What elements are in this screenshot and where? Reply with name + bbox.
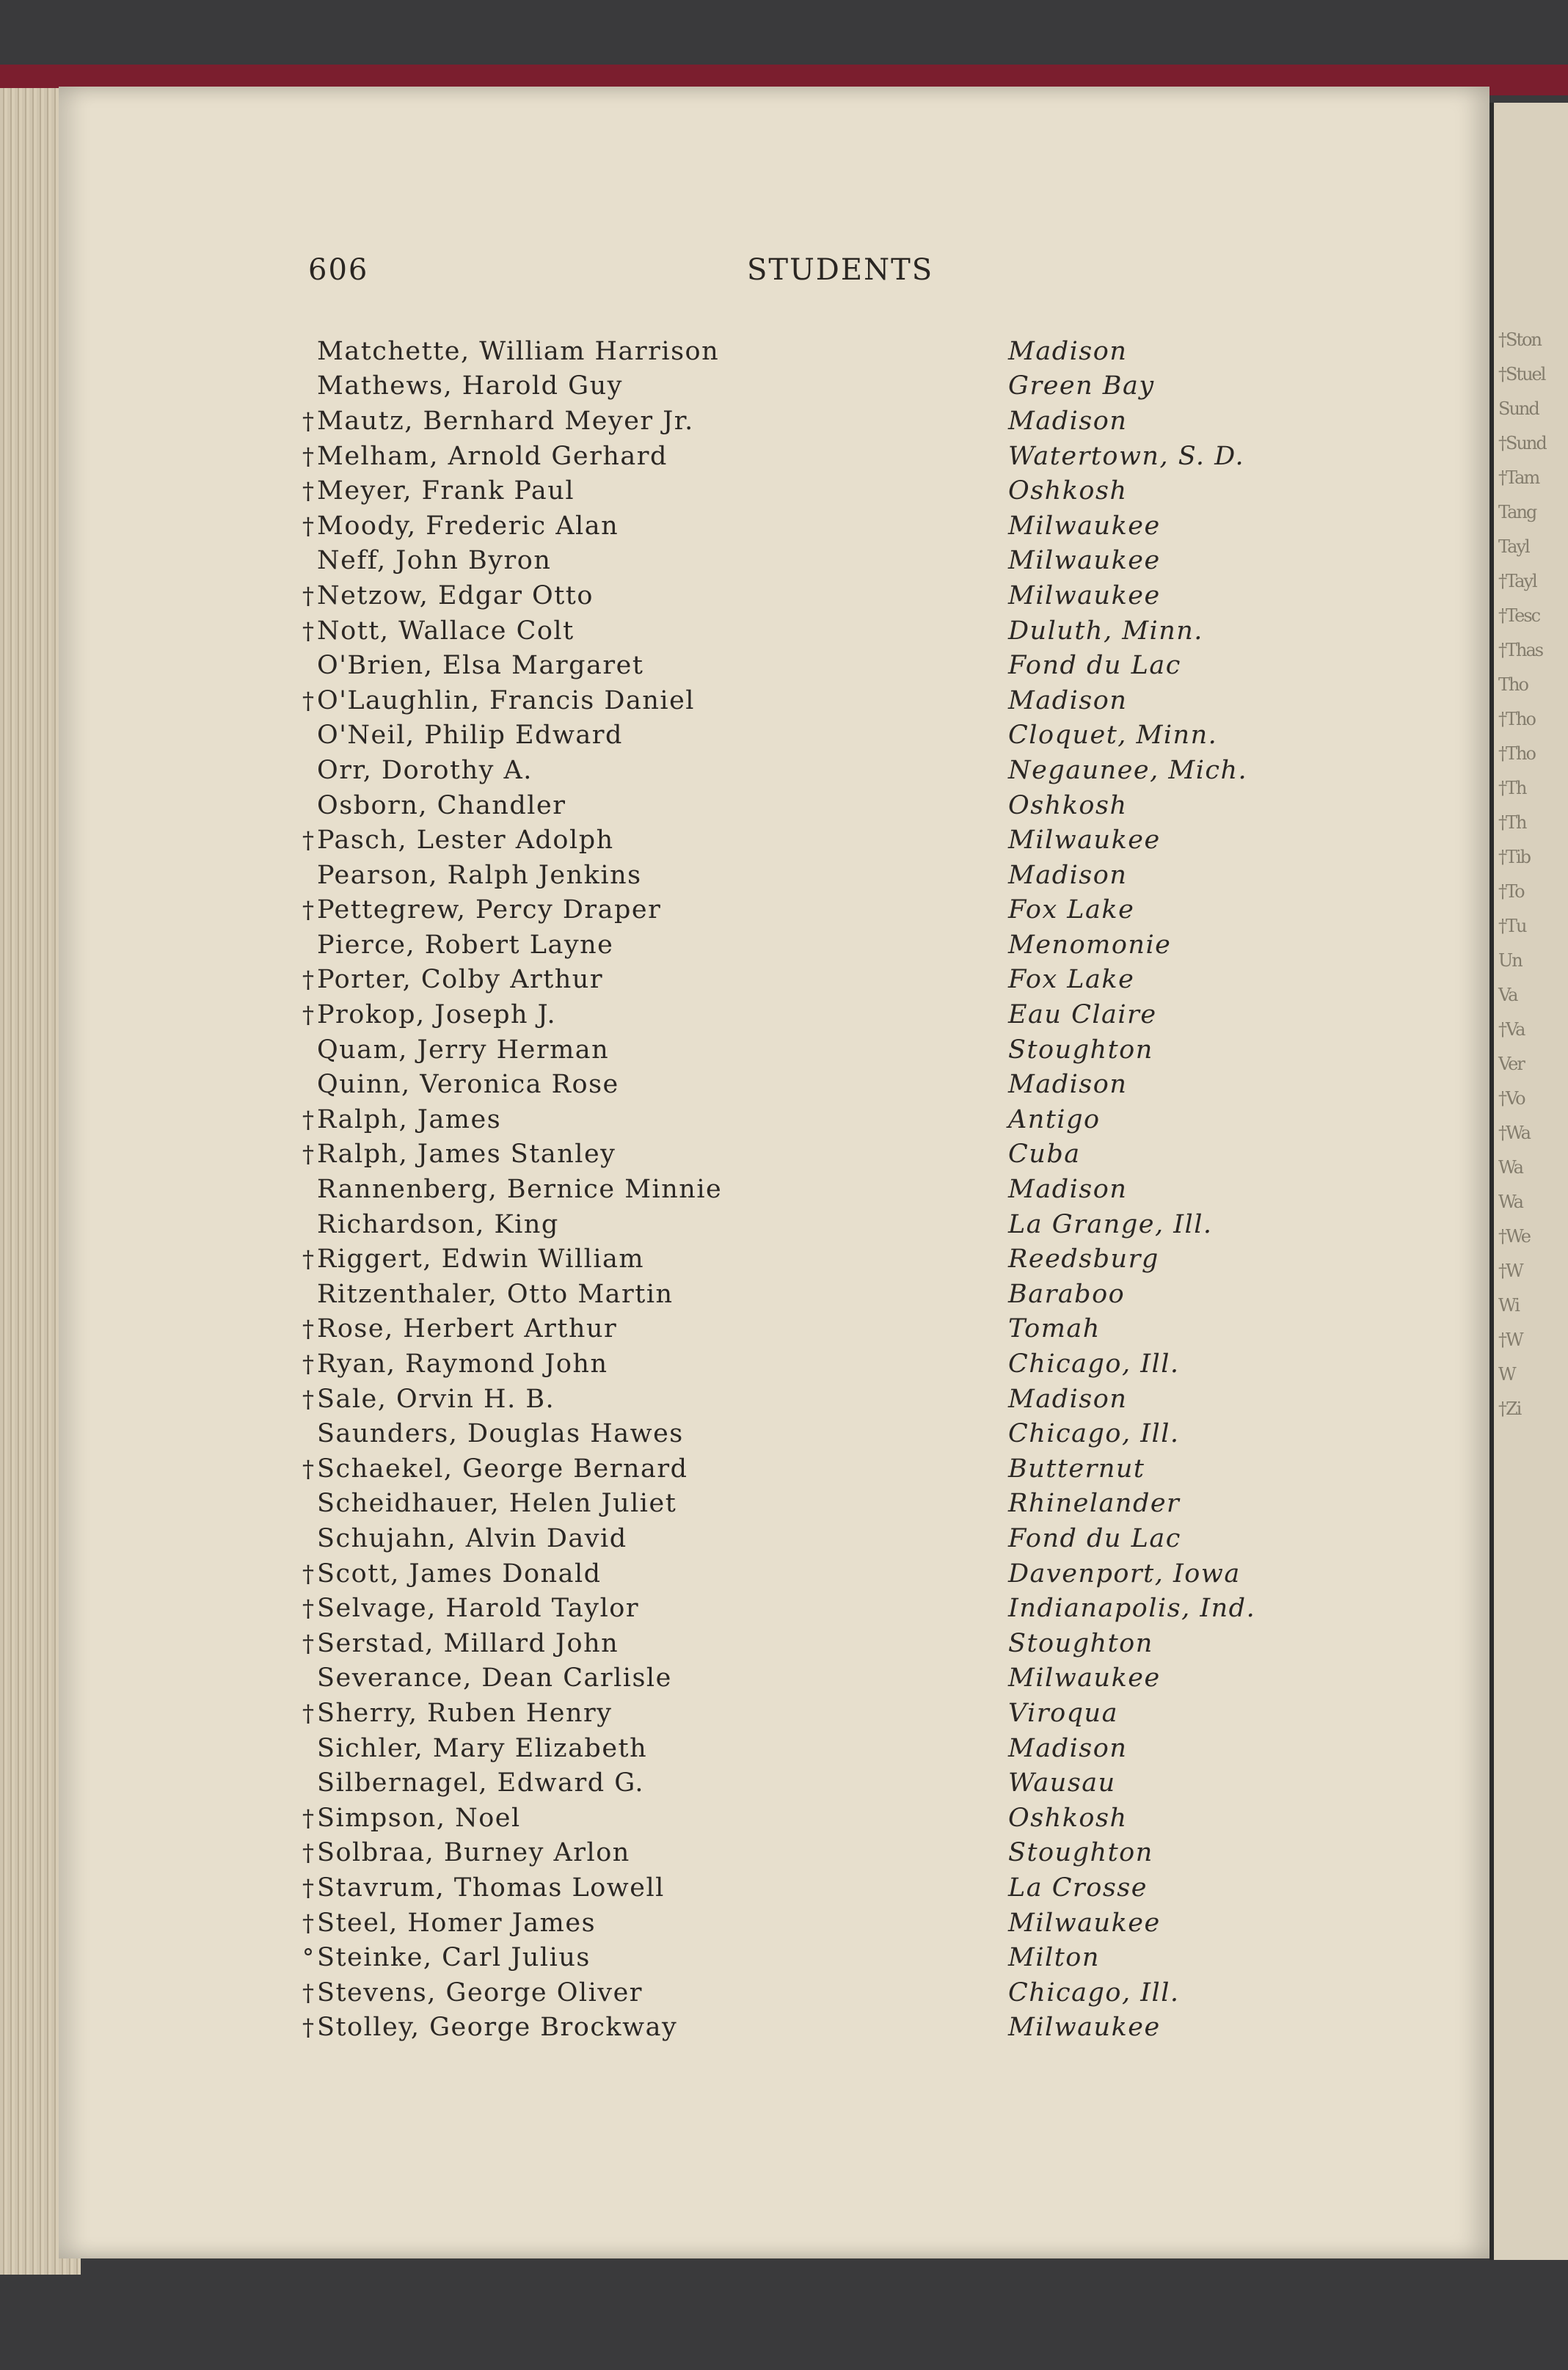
student-name: Richardson, King — [317, 1209, 559, 1239]
student-entry — [286, 858, 1299, 893]
facing-page-edge — [1489, 103, 1568, 2260]
entry-mark: † — [302, 966, 314, 994]
student-entry — [286, 1626, 1299, 1661]
student-entry — [286, 648, 1299, 683]
student-name: Rose, Herbert Arthur — [317, 1314, 618, 1344]
student-name: Orr, Dorothy A. — [317, 755, 533, 785]
entry-mark: † — [302, 1454, 314, 1483]
student-hometown: Fox Lake — [1008, 895, 1135, 925]
student-entry — [286, 1940, 1299, 1975]
student-hometown: Watertown, S. D. — [1008, 441, 1245, 471]
student-name: Mathews, Harold Guy — [317, 371, 623, 401]
student-hometown: Oshkosh — [1008, 790, 1128, 820]
student-entry — [286, 369, 1299, 404]
student-entry — [286, 578, 1299, 613]
student-hometown: Milton — [1008, 1943, 1100, 1973]
student-name: Schujahn, Alvin David — [317, 1523, 627, 1553]
student-hometown: Wausau — [1008, 1768, 1116, 1798]
entry-mark: † — [302, 1804, 314, 1832]
student-name: Porter, Colby Arthur — [317, 965, 604, 995]
student-entry — [286, 1382, 1299, 1417]
student-name: Netzow, Edgar Otto — [317, 580, 594, 610]
student-name: Mautz, Bernhard Meyer Jr. — [317, 406, 694, 436]
student-hometown: Fond du Lac — [1008, 651, 1181, 681]
entry-mark: ° — [302, 1944, 314, 1972]
student-name: Pettegrew, Percy Draper — [317, 895, 662, 925]
student-hometown: Milwaukee — [1008, 1663, 1161, 1693]
student-hometown: Eau Claire — [1008, 1000, 1157, 1030]
student-name: Severance, Dean Carlisle — [317, 1663, 672, 1693]
student-entry — [286, 1731, 1299, 1766]
entry-mark: † — [302, 1873, 314, 1902]
student-entry — [286, 963, 1299, 998]
student-name: Schaekel, George Bernard — [317, 1454, 688, 1484]
student-name: Saunders, Douglas Hawes — [317, 1419, 684, 1449]
student-entry — [286, 997, 1299, 1032]
entry-mark: † — [302, 1315, 314, 1343]
student-name: Simpson, Noel — [317, 1803, 521, 1833]
student-name: Moody, Frederic Alan — [317, 511, 619, 541]
student-hometown: Chicago, Ill. — [1008, 1349, 1180, 1379]
student-entry — [286, 508, 1299, 544]
entry-mark: † — [302, 1978, 314, 2007]
student-name: Pearson, Ralph Jenkins — [317, 860, 642, 890]
student-entry — [286, 683, 1299, 718]
entry-mark: † — [302, 581, 314, 610]
student-hometown: Milwaukee — [1008, 1908, 1161, 1938]
student-hometown: Duluth, Minn. — [1008, 616, 1203, 646]
student-entry — [286, 1765, 1299, 1801]
student-name: Nott, Wallace Colt — [317, 616, 575, 646]
entry-mark: † — [302, 686, 314, 715]
entry-mark: † — [302, 826, 314, 855]
student-entry — [286, 439, 1299, 474]
student-name: Neff, John Byron — [317, 546, 552, 576]
student-hometown: Stoughton — [1008, 1035, 1153, 1065]
student-hometown: Stoughton — [1008, 1838, 1153, 1868]
student-hometown: Viroqua — [1008, 1698, 1118, 1728]
student-hometown: Chicago, Ill. — [1008, 1419, 1180, 1449]
running-head: STUDENTS — [747, 253, 934, 287]
student-hometown: Madison — [1008, 1175, 1128, 1205]
student-name: Riggert, Edwin William — [317, 1244, 645, 1275]
student-name: Selvage, Harold Taylor — [317, 1594, 640, 1624]
student-hometown: Negaunee, Mich. — [1008, 755, 1248, 785]
student-hometown: Madison — [1008, 860, 1128, 890]
student-entry — [286, 544, 1299, 579]
student-name: Matchette, William Harrison — [317, 336, 720, 366]
student-name: Sichler, Mary Elizabeth — [317, 1733, 648, 1763]
student-name: Scheidhauer, Helen Juliet — [317, 1489, 677, 1519]
student-entry — [286, 334, 1299, 369]
student-entry — [286, 718, 1299, 754]
student-entry — [286, 1487, 1299, 1522]
entry-mark: † — [302, 1001, 314, 1029]
entry-mark: † — [302, 616, 314, 645]
student-entry — [286, 1801, 1299, 1836]
student-name: Steel, Homer James — [317, 1908, 597, 1938]
student-name: Solbraa, Burney Arlon — [317, 1838, 630, 1868]
student-name: Ryan, Raymond John — [317, 1349, 608, 1379]
student-name: Stevens, George Oliver — [317, 1977, 643, 2008]
student-hometown: Milwaukee — [1008, 825, 1161, 856]
student-entry — [286, 1451, 1299, 1487]
student-entry — [286, 893, 1299, 928]
student-name: Pierce, Robert Layne — [317, 930, 614, 960]
student-entry — [286, 1906, 1299, 1941]
student-hometown: Davenport, Iowa — [1008, 1558, 1241, 1589]
student-entry — [286, 1591, 1299, 1626]
student-entry — [286, 1696, 1299, 1731]
student-entry — [286, 1207, 1299, 1242]
student-name: O'Laughlin, Francis Daniel — [317, 685, 695, 715]
entry-mark: † — [302, 1140, 314, 1169]
student-entry — [286, 1067, 1299, 1102]
student-list — [286, 334, 1299, 2045]
entry-mark: † — [302, 1908, 314, 1937]
entry-mark: † — [302, 2013, 314, 2042]
student-hometown: Madison — [1008, 685, 1128, 715]
student-hometown: Menomonie — [1008, 930, 1172, 960]
student-hometown: Milwaukee — [1008, 511, 1161, 541]
student-entry — [286, 1137, 1299, 1173]
facing-page-text: †Ston †Stuel Sund †Sund †Tam Tang Tayl †Tayl †Tesc †Thas Tho †Tho †Tho †Th †Th †Tib †To †Tu Un Va †Va Ver †Vo †Wa Wa Wa †We †W Wi †W W †Zi — [1498, 329, 1546, 1419]
student-name: O'Neil, Philip Edward — [317, 721, 623, 751]
student-hometown: Green Bay — [1008, 371, 1155, 401]
student-hometown: Madison — [1008, 336, 1128, 366]
student-name: Stolley, George Brockway — [317, 2013, 678, 2043]
student-hometown: Fox Lake — [1008, 965, 1135, 995]
page-number: 606 — [308, 253, 369, 287]
student-hometown: Madison — [1008, 1733, 1128, 1763]
student-name: Sale, Orvin H. B. — [317, 1384, 555, 1414]
student-entry — [286, 404, 1299, 439]
student-hometown: Butternut — [1008, 1454, 1145, 1484]
entry-mark: † — [302, 477, 314, 506]
entry-mark: † — [302, 1105, 314, 1134]
entry-mark: † — [302, 1629, 314, 1658]
student-name: Rannenberg, Bernice Minnie — [317, 1175, 723, 1205]
student-name: Quam, Jerry Herman — [317, 1035, 610, 1065]
student-hometown: Milwaukee — [1008, 580, 1161, 610]
student-hometown: Fond du Lac — [1008, 1523, 1181, 1553]
student-hometown: Tomah — [1008, 1314, 1101, 1344]
student-hometown: Baraboo — [1008, 1279, 1126, 1309]
student-hometown: Cloquet, Minn. — [1008, 721, 1218, 751]
student-entry — [286, 1870, 1299, 1906]
student-hometown: Oshkosh — [1008, 476, 1128, 506]
student-name: O'Brien, Elsa Margaret — [317, 651, 644, 681]
student-entry — [286, 753, 1299, 788]
student-name: Serstad, Millard John — [317, 1628, 619, 1658]
student-name: Ritzenthaler, Otto Martin — [317, 1279, 674, 1309]
student-hometown: La Grange, Ill. — [1008, 1209, 1213, 1239]
student-entry — [286, 1836, 1299, 1871]
student-entry — [286, 2010, 1299, 2046]
student-hometown: Indianapolis, Ind. — [1008, 1594, 1256, 1624]
student-hometown: Madison — [1008, 1070, 1128, 1100]
entry-mark: † — [302, 1385, 314, 1413]
student-name: Stavrum, Thomas Lowell — [317, 1873, 665, 1903]
student-name: Prokop, Joseph J. — [317, 1000, 557, 1030]
entry-mark: † — [302, 1839, 314, 1867]
student-hometown: Reedsburg — [1008, 1244, 1159, 1275]
entry-mark: † — [302, 442, 314, 470]
student-entry — [286, 1312, 1299, 1347]
student-entry — [286, 1975, 1299, 2010]
student-entry — [286, 1241, 1299, 1277]
student-hometown: Rhinelander — [1008, 1489, 1181, 1519]
student-hometown: La Crosse — [1008, 1873, 1148, 1903]
student-hometown: Chicago, Ill. — [1008, 1977, 1180, 2008]
entry-mark: † — [302, 406, 314, 435]
student-entry — [286, 788, 1299, 823]
student-name: Osborn, Chandler — [317, 790, 566, 820]
student-entry — [286, 1556, 1299, 1591]
student-entry — [286, 927, 1299, 963]
student-entry — [286, 1661, 1299, 1696]
student-hometown: Madison — [1008, 1384, 1128, 1414]
student-entry — [286, 1521, 1299, 1556]
student-name: Meyer, Frank Paul — [317, 476, 575, 506]
student-entry — [286, 613, 1299, 649]
student-hometown: Milwaukee — [1008, 2013, 1161, 2043]
student-entry — [286, 1172, 1299, 1207]
student-entry — [286, 1032, 1299, 1068]
student-name: Melham, Arnold Gerhard — [317, 441, 668, 471]
student-entry — [286, 1416, 1299, 1451]
student-entry — [286, 1277, 1299, 1312]
entry-mark: † — [302, 1350, 314, 1379]
entry-mark: † — [302, 1245, 314, 1274]
student-hometown: Milwaukee — [1008, 546, 1161, 576]
student-hometown: Oshkosh — [1008, 1803, 1128, 1833]
entry-mark: † — [302, 1559, 314, 1588]
entry-mark: † — [302, 511, 314, 540]
student-name: Ralph, James Stanley — [317, 1140, 616, 1170]
student-hometown: Cuba — [1008, 1140, 1081, 1170]
student-name: Silbernagel, Edward G. — [317, 1768, 645, 1798]
student-hometown: Stoughton — [1008, 1628, 1153, 1658]
student-name: Quinn, Veronica Rose — [317, 1070, 619, 1100]
student-name: Sherry, Ruben Henry — [317, 1698, 613, 1728]
student-entry — [286, 1346, 1299, 1382]
student-entry — [286, 1102, 1299, 1137]
student-name: Ralph, James — [317, 1104, 502, 1134]
student-name: Steinke, Carl Julius — [317, 1943, 591, 1973]
entry-mark: † — [302, 1594, 314, 1623]
entry-mark: † — [302, 1699, 314, 1727]
student-hometown: Madison — [1008, 406, 1128, 436]
student-name: Scott, James Donald — [317, 1558, 602, 1589]
student-entry — [286, 473, 1299, 508]
entry-mark: † — [302, 896, 314, 925]
student-name: Pasch, Lester Adolph — [317, 825, 614, 856]
student-entry — [286, 823, 1299, 858]
student-hometown: Antigo — [1008, 1104, 1101, 1134]
